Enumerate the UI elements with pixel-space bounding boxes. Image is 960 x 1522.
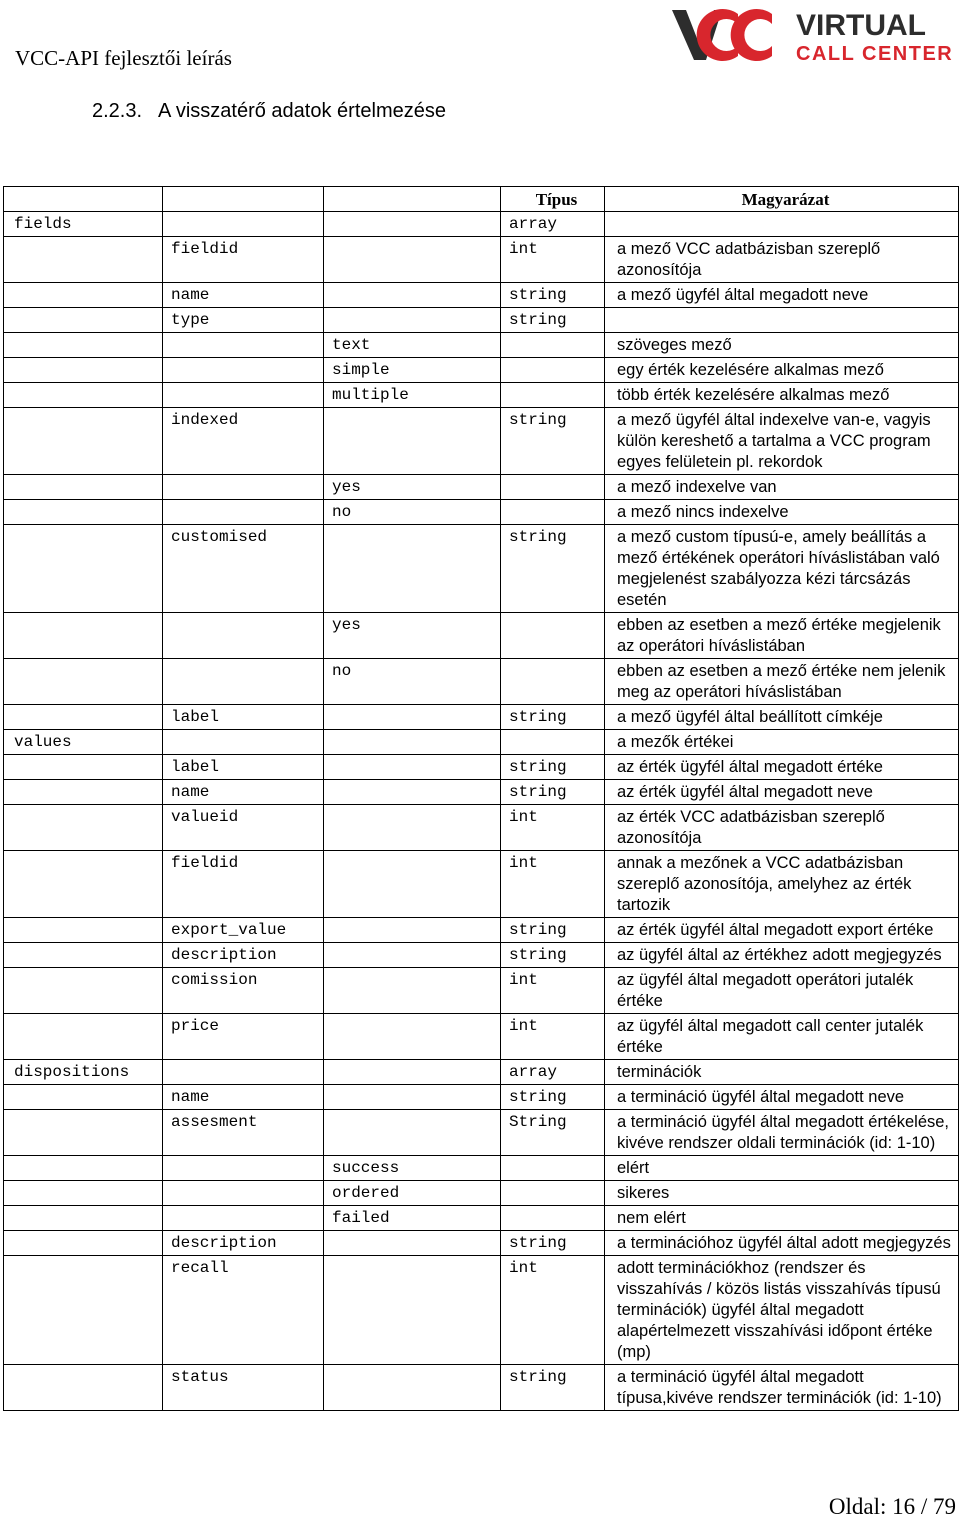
- row-group-cell: [4, 943, 163, 968]
- enum-value-cell: [324, 1014, 501, 1060]
- enum-value-cell: yes: [324, 475, 501, 500]
- enum-value-cell: [324, 780, 501, 805]
- description-cell: a termináció ügyfél által megadott neve: [605, 1085, 959, 1110]
- row-group-cell: [4, 968, 163, 1014]
- row-group-cell: [4, 851, 163, 918]
- description-cell: nem elért: [605, 1206, 959, 1231]
- description-cell: az ügyfél által megadott operátori jutalék értéke: [605, 968, 959, 1014]
- field-name-cell: [163, 613, 324, 659]
- table-row: [4, 805, 959, 851]
- row-group-cell: [4, 1110, 163, 1156]
- header-description: Magyarázat: [605, 187, 959, 212]
- enum-value-cell: [324, 968, 501, 1014]
- field-name-cell: [163, 659, 324, 705]
- type-cell: [501, 475, 605, 500]
- table-row: [4, 613, 959, 659]
- description-cell: az ügyfél által az értékhez adott megjegyzés: [605, 943, 959, 968]
- type-cell: array: [501, 1060, 605, 1085]
- description-cell: sikeres: [605, 1181, 959, 1206]
- row-group-cell: [4, 918, 163, 943]
- row-group-cell: [4, 1014, 163, 1060]
- table-row: [4, 358, 959, 383]
- type-cell: string: [501, 408, 605, 475]
- table-row: [4, 1206, 959, 1231]
- table-header-row: [4, 187, 959, 212]
- row-group-cell: [4, 283, 163, 308]
- description-cell: szöveges mező: [605, 333, 959, 358]
- section-heading: [92, 100, 446, 123]
- logo-word-call-center: CALL CENTER: [796, 43, 954, 65]
- description-cell: [605, 212, 959, 237]
- type-cell: [501, 1206, 605, 1231]
- field-name-cell: type: [163, 308, 324, 333]
- section-title-text: A visszatérő adatok értelmezése: [158, 100, 446, 122]
- field-name-cell: export_value: [163, 918, 324, 943]
- table-row: [4, 705, 959, 730]
- enum-value-cell: [324, 1085, 501, 1110]
- type-cell: string: [501, 525, 605, 613]
- field-name-cell: description: [163, 1231, 324, 1256]
- header-cell-1: [163, 187, 324, 212]
- type-cell: string: [501, 780, 605, 805]
- type-cell: int: [501, 1256, 605, 1365]
- table-row: [4, 1156, 959, 1181]
- row-group-cell: [4, 475, 163, 500]
- enum-value-cell: no: [324, 500, 501, 525]
- enum-value-cell: ordered: [324, 1181, 501, 1206]
- table-row: [4, 283, 959, 308]
- row-group-cell: [4, 237, 163, 283]
- type-cell: int: [501, 968, 605, 1014]
- table-row: [4, 383, 959, 408]
- table-row: [4, 1181, 959, 1206]
- field-name-cell: [163, 1181, 324, 1206]
- description-cell: elért: [605, 1156, 959, 1181]
- enum-value-cell: [324, 730, 501, 755]
- enum-value-cell: [324, 1231, 501, 1256]
- row-group-cell: [4, 705, 163, 730]
- field-name-cell: description: [163, 943, 324, 968]
- enum-value-cell: [324, 1365, 501, 1411]
- type-cell: string: [501, 1365, 605, 1411]
- enum-value-cell: [324, 805, 501, 851]
- table-row: [4, 968, 959, 1014]
- field-name-cell: valueid: [163, 805, 324, 851]
- description-cell: a mező ügyfél által megadott neve: [605, 283, 959, 308]
- enum-value-cell: [324, 1060, 501, 1085]
- description-cell: több érték kezelésére alkalmas mező: [605, 383, 959, 408]
- field-name-cell: customised: [163, 525, 324, 613]
- row-group-cell: [4, 1181, 163, 1206]
- enum-value-cell: [324, 918, 501, 943]
- table-row: [4, 1060, 959, 1085]
- table-body: [4, 212, 959, 1411]
- field-name-cell: [163, 1060, 324, 1085]
- row-group-cell: [4, 1231, 163, 1256]
- table-row: [4, 525, 959, 613]
- return-data-table: [3, 186, 959, 1411]
- enum-value-cell: [324, 851, 501, 918]
- field-name-cell: [163, 333, 324, 358]
- row-group-cell: values: [4, 730, 163, 755]
- type-cell: [501, 333, 605, 358]
- table-row: [4, 755, 959, 780]
- table-row: [4, 500, 959, 525]
- description-cell: [605, 308, 959, 333]
- enum-value-cell: [324, 705, 501, 730]
- page-label: Oldal:: [828, 1494, 887, 1519]
- row-group-cell: [4, 755, 163, 780]
- table-row: [4, 1014, 959, 1060]
- row-group-cell: [4, 613, 163, 659]
- type-cell: string: [501, 283, 605, 308]
- table-row: [4, 308, 959, 333]
- page-total: 79: [933, 1494, 956, 1519]
- enum-value-cell: [324, 1256, 501, 1365]
- field-name-cell: name: [163, 283, 324, 308]
- row-group-cell: [4, 659, 163, 705]
- page-separator: /: [920, 1494, 928, 1519]
- description-cell: az ügyfél által megadott call center jutalék értéke: [605, 1014, 959, 1060]
- table-row: [4, 1085, 959, 1110]
- field-name-cell: comission: [163, 968, 324, 1014]
- virtual-call-center-logo: [668, 2, 958, 68]
- enum-value-cell: simple: [324, 358, 501, 383]
- field-name-cell: [163, 500, 324, 525]
- row-group-cell: [4, 1256, 163, 1365]
- table-row: [4, 943, 959, 968]
- table-row: [4, 237, 959, 283]
- type-cell: [501, 613, 605, 659]
- table-row: [4, 475, 959, 500]
- description-cell: adott terminációkhoz (rendszer és visszahívás / közös listás visszahívás típusú terminációk) ügyfél által megadott alapértelmezett visszahívási időpont értéke (mp): [605, 1256, 959, 1365]
- enum-value-cell: [324, 283, 501, 308]
- description-cell: a termináció ügyfél által megadott értékelése, kivéve rendszer oldali terminációk (id: 1-10): [605, 1110, 959, 1156]
- row-group-cell: [4, 308, 163, 333]
- description-cell: annak a mezőnek a VCC adatbázisban szereplő azonosítója, amelyhez az érték tartozik: [605, 851, 959, 918]
- description-cell: a mező indexelve van: [605, 475, 959, 500]
- enum-value-cell: [324, 755, 501, 780]
- field-name-cell: label: [163, 705, 324, 730]
- type-cell: string: [501, 755, 605, 780]
- table-row: [4, 659, 959, 705]
- description-cell: a mező VCC adatbázisban szereplő azonosítója: [605, 237, 959, 283]
- enum-value-cell: [324, 943, 501, 968]
- type-cell: [501, 1156, 605, 1181]
- description-cell: egy érték kezelésére alkalmas mező: [605, 358, 959, 383]
- type-cell: int: [501, 851, 605, 918]
- table-row: [4, 333, 959, 358]
- section-number: 2.2.3.: [92, 100, 143, 122]
- row-group-cell: fields: [4, 212, 163, 237]
- table-row: [4, 918, 959, 943]
- description-cell: az érték ügyfél által megadott értéke: [605, 755, 959, 780]
- row-group-cell: [4, 358, 163, 383]
- row-group-cell: [4, 1365, 163, 1411]
- description-cell: a mező ügyfél által indexelve van-e, vagyis külön kereshető a tartalma a VCC program egyes felületein pl. rekordok: [605, 408, 959, 475]
- field-name-cell: assesment: [163, 1110, 324, 1156]
- field-name-cell: status: [163, 1365, 324, 1411]
- row-group-cell: dispositions: [4, 1060, 163, 1085]
- description-cell: ebben az esetben a mező értéke nem jelenik meg az operátori híváslistában: [605, 659, 959, 705]
- field-name-cell: name: [163, 1085, 324, 1110]
- field-name-cell: recall: [163, 1256, 324, 1365]
- enum-value-cell: [324, 408, 501, 475]
- field-name-cell: indexed: [163, 408, 324, 475]
- row-group-cell: [4, 333, 163, 358]
- enum-value-cell: text: [324, 333, 501, 358]
- table-row: [4, 1231, 959, 1256]
- type-cell: string: [501, 1085, 605, 1110]
- type-cell: string: [501, 943, 605, 968]
- type-cell: [501, 1181, 605, 1206]
- field-name-cell: fieldid: [163, 851, 324, 918]
- description-cell: az érték VCC adatbázisban szereplő azonosítója: [605, 805, 959, 851]
- page-footer: [829, 1494, 956, 1520]
- field-name-cell: price: [163, 1014, 324, 1060]
- table-row: [4, 212, 959, 237]
- row-group-cell: [4, 1156, 163, 1181]
- enum-value-cell: multiple: [324, 383, 501, 408]
- description-cell: terminációk: [605, 1060, 959, 1085]
- enum-value-cell: no: [324, 659, 501, 705]
- description-cell: a mezők értékei: [605, 730, 959, 755]
- enum-value-cell: success: [324, 1156, 501, 1181]
- row-group-cell: [4, 1085, 163, 1110]
- enum-value-cell: [324, 525, 501, 613]
- type-cell: string: [501, 705, 605, 730]
- type-cell: string: [501, 918, 605, 943]
- logo-word-virtual: VIRTUAL: [796, 9, 926, 42]
- enum-value-cell: [324, 237, 501, 283]
- table-row: [4, 408, 959, 475]
- type-cell: int: [501, 237, 605, 283]
- description-cell: a mező ügyfél által beállított címkéje: [605, 705, 959, 730]
- table-row: [4, 1365, 959, 1411]
- table-row: [4, 730, 959, 755]
- field-name-cell: [163, 475, 324, 500]
- field-name-cell: fieldid: [163, 237, 324, 283]
- table-row: [4, 851, 959, 918]
- field-name-cell: [163, 383, 324, 408]
- row-group-cell: [4, 805, 163, 851]
- row-group-cell: [4, 408, 163, 475]
- page-number: 16: [892, 1494, 916, 1519]
- document-title: VCC-API fejlesztői leírás: [15, 46, 232, 70]
- table-row: [4, 1256, 959, 1365]
- row-group-cell: [4, 1206, 163, 1231]
- row-group-cell: [4, 500, 163, 525]
- description-cell: ebben az esetben a mező értéke megjelenik az operátori híváslistában: [605, 613, 959, 659]
- table-row: [4, 1110, 959, 1156]
- field-name-cell: [163, 730, 324, 755]
- type-cell: string: [501, 308, 605, 333]
- type-cell: [501, 659, 605, 705]
- description-cell: a mező custom típusú-e, amely beállítás a mező értékének operátori híváslistában való megjelenést szabályozza kézi tárcsázás esetén: [605, 525, 959, 613]
- field-name-cell: [163, 1156, 324, 1181]
- table-row: [4, 780, 959, 805]
- type-cell: String: [501, 1110, 605, 1156]
- field-name-cell: [163, 212, 324, 237]
- description-cell: az érték ügyfél által megadott export értéke: [605, 918, 959, 943]
- vcc-logo-icon: [668, 2, 958, 68]
- header-cell-0: [4, 187, 163, 212]
- field-name-cell: [163, 358, 324, 383]
- type-cell: int: [501, 1014, 605, 1060]
- enum-value-cell: [324, 1110, 501, 1156]
- field-name-cell: [163, 1206, 324, 1231]
- row-group-cell: [4, 780, 163, 805]
- header-cell-2: [324, 187, 501, 212]
- field-name-cell: name: [163, 780, 324, 805]
- enum-value-cell: [324, 212, 501, 237]
- type-cell: string: [501, 1231, 605, 1256]
- description-cell: a termináció ügyfél által megadott típusa,kivéve rendszer terminációk (id: 1-10): [605, 1365, 959, 1411]
- type-cell: int: [501, 805, 605, 851]
- description-cell: a mező nincs indexelve: [605, 500, 959, 525]
- type-cell: array: [501, 212, 605, 237]
- enum-value-cell: yes: [324, 613, 501, 659]
- enum-value-cell: failed: [324, 1206, 501, 1231]
- row-group-cell: [4, 383, 163, 408]
- description-cell: az érték ügyfél által megadott neve: [605, 780, 959, 805]
- header-type: Típus: [501, 187, 605, 212]
- description-cell: a terminációhoz ügyfél által adott megjegyzés: [605, 1231, 959, 1256]
- type-cell: [501, 730, 605, 755]
- type-cell: [501, 383, 605, 408]
- field-name-cell: label: [163, 755, 324, 780]
- enum-value-cell: [324, 308, 501, 333]
- type-cell: [501, 358, 605, 383]
- type-cell: [501, 500, 605, 525]
- row-group-cell: [4, 525, 163, 613]
